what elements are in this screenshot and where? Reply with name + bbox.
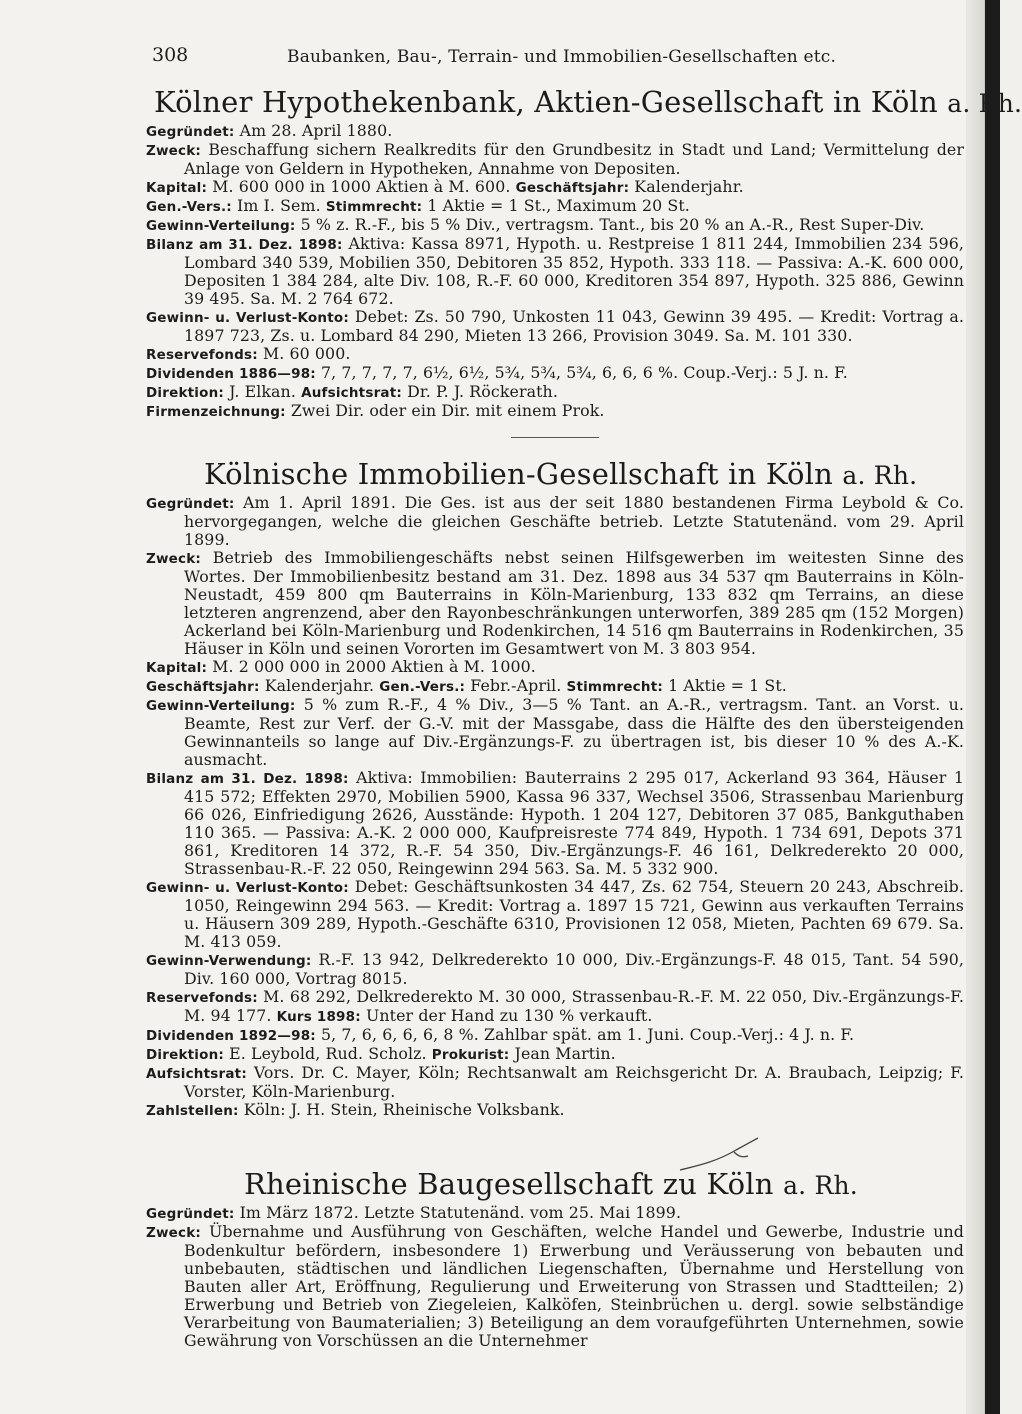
entry-gewinn-verlust-konto <box>146 878 964 951</box>
company-title <box>204 456 964 494</box>
company-title <box>154 84 1022 122</box>
entry-text: Unter der Hand zu 130 % verkauft. <box>365 1006 653 1025</box>
entry-text: Debet: Zs. 50 790, Unkosten 11 043, Gewinn 39 495. — Kredit: Vortrag a. 1897 723, Zs. u. Lombard 84 290, Mieten 13 266, Provision 3049. Sa. M. 101 330. <box>184 307 965 345</box>
entry-text: Übernahme und Ausführung von Geschäften, welche Handel und Gewerbe, Industrie und Bodenkultur befördern, insbesondere 1) Erwerbung und Veräusserung von bebauten und unbebauten, städtischen und ländlichen Liegenschaften, Übernahme und Herstellung von Bauten aller Art, Eröffnung, Regulierung und Erweiterung von Strassen und Stadtteilen; 2) Erwerbung und Betrieb von Ziegeleien, Kalköfen, Steinbrüchen u. dergl. sowie selbständige Verarbeitung von Baumaterialien; 3) Beteiligung an dem voraufgeführten Unternehmen, sowie Gewährung von Vorschüssen an die Unternehmer <box>184 1222 964 1350</box>
entry-label: Reservefonds: <box>146 347 258 363</box>
entry-text: Im März 1872. Letzte Statutenänd. vom 25. Mai 1899. <box>239 1203 682 1222</box>
entry-text: Am 1. April 1891. Die Ges. ist aus der seit 1880 bestandenen Firma Leybold & Co. hervorgegangen, welche die gleichen Geschäfte betrieb. Letzte Statutenänd. vom 29. April 1899. <box>184 493 964 549</box>
entry-label: Bilanz am 31. Dez. 1898: <box>146 771 349 787</box>
company-section-koelner-hypothekenbank <box>146 84 1022 452</box>
company-name: Rheinische Baugesellschaft zu Köln <box>244 1167 774 1201</box>
entry-label: Kapital: <box>146 180 208 196</box>
entry-bilanz <box>146 235 964 308</box>
entry-text: M. 2 000 000 in 2000 Aktien à M. 1000. <box>212 657 536 676</box>
entry-label: Gewinn- u. Verlust-Konto: <box>146 310 349 326</box>
entry-label: Gewinn-Verwendung: <box>146 953 312 969</box>
entry-label: Gen.-Vers.: <box>379 679 466 695</box>
company-location: a. Rh. <box>947 89 1022 118</box>
entry-aufsichtsrat <box>146 1064 964 1101</box>
running-title: Baubanken, Bau-, Terrain- und Immobilien-Gesellschaften etc. <box>287 47 837 67</box>
entry-gewinn-verteilung <box>146 696 964 769</box>
entry-bilanz <box>146 769 964 878</box>
entry-gen-vers <box>146 197 964 216</box>
entry-text: Kalenderjahr. <box>634 177 744 196</box>
company-section-koelnische-immobilien <box>146 456 964 1120</box>
entry-label: Bilanz am 31. Dez. 1898: <box>146 237 343 253</box>
entry-text: 5 % z. R.-F., bis 5 % Div., vertragsm. Tant., bis 20 % an A.-R., Rest Super-Div. <box>300 215 925 234</box>
entry-label: Gen.-Vers.: <box>146 199 232 215</box>
entry-kapital <box>146 178 964 197</box>
company-section-rheinische-baugesellschaft <box>146 1166 964 1350</box>
entry-firmenzeichnung <box>146 402 964 421</box>
entry-text: M. 60 000. <box>262 344 351 363</box>
entry-text: Im I. Sem. <box>237 196 321 215</box>
entry-label: Reservefonds: <box>146 990 258 1006</box>
entry-gegruendet <box>146 122 964 141</box>
entry-label: Gewinn- u. Verlust-Konto: <box>146 880 349 896</box>
entry-label: Firmenzeichnung: <box>146 404 286 420</box>
entry-gegruendet <box>146 1204 964 1223</box>
entry-text: Vors. Dr. C. Mayer, Köln; Rechtsanwalt am Reichsgericht Dr. A. Braubach, Leipzig; F. Vorster, Köln-Marienburg. <box>184 1063 965 1101</box>
entry-direktion <box>146 383 964 402</box>
entry-text: Am 28. April 1880. <box>239 121 393 140</box>
entry-reservefonds <box>146 345 964 364</box>
entry-reservefonds <box>146 988 964 1026</box>
entry-geschaeftsjahr <box>146 677 964 696</box>
entry-dividenden <box>146 364 964 383</box>
entry-text: Köln: J. H. Stein, Rheinische Volksbank. <box>243 1100 565 1119</box>
entry-text: J. Elkan. <box>229 382 296 401</box>
entry-label: Aufsichtsrat: <box>301 385 402 401</box>
entry-text: 1 Aktie = 1 St. <box>668 676 787 695</box>
entry-zweck <box>146 141 964 178</box>
company-name: Kölnische Immobilien-Gesellschaft in Köln <box>204 457 833 491</box>
entry-text: 5 % zum R.-F., 4 % Div., 3—5 % Tant. an A.-R., vertragsm. Tant. an Vorst. u. Beamte, Rest zur Verf. der G.-V. mit der Massgabe, dass die Hälfte des den übersteigenden Gewinnanteils so lange auf Div.-Ergänzungs-F. zu übertragen ist, bis dieser 10 % des A.-K. ausmacht. <box>184 695 964 769</box>
entry-label: Zweck: <box>146 1225 201 1241</box>
entry-label: Geschäftsjahr: <box>146 679 260 695</box>
entry-text: Debet: Geschäftsunkosten 34 447, Zs. 62 754, Steuern 20 243, Abschreib. 1050, Reingewinn 294 563. — Kredit: Vortrag a. 1897 15 721, Gewinn aus verkauften Terrains u. Häusern 309 289, Hypoth.-Geschäfte 6310, Provisionen 12 058, Mieten, Pachten 69 679. Sa. M. 413 059. <box>184 877 965 951</box>
entry-text: Febr.-April. <box>470 676 562 695</box>
entry-direktion <box>146 1045 964 1064</box>
entry-text: Jean Martin. <box>514 1044 616 1063</box>
entry-text: Zwei Dir. oder ein Dir. mit einem Prok. <box>290 401 605 420</box>
entry-label: Gewinn-Verteilung: <box>146 218 296 234</box>
entry-text: M. 68 292, Delkrederekto M. 30 000, Strassenbau-R.-F. M. 22 050, Div.-Ergänzungs-F. M. 94 177. <box>184 987 965 1025</box>
entry-text: E. Leybold, Rud. Scholz. <box>229 1044 427 1063</box>
entry-text: Beschaffung sichern Realkredits für den Grundbesitz in Stadt und Land; Vermittelung der Anlage von Geldern in Hypotheken, Annahme von Depositen. <box>184 140 965 178</box>
entry-label: Gegründet: <box>146 1206 235 1222</box>
entry-zweck <box>146 1223 964 1350</box>
page-edge <box>966 0 1000 1414</box>
entry-label: Aufsichtsrat: <box>146 1066 247 1082</box>
company-title <box>244 1166 964 1204</box>
company-location: a. Rh. <box>783 1171 858 1200</box>
entry-label: Zahlstellen: <box>146 1103 239 1119</box>
company-name: Kölner Hypothekenbank, Aktien-Gesellschaft in Köln <box>154 85 938 119</box>
entry-gewinn-verteilung <box>146 216 964 235</box>
page-header <box>152 44 852 72</box>
entry-text: Betrieb des Immobiliengeschäfts nebst seinen Hilfsgewerben im weitesten Sinne des Wortes. Der Immobilienbesitz bestand am 31. Dez. 1898 aus 34 537 qm Bauterrains in Köln-Neustadt, 459 800 qm Bauterrains in Köln-Marienburg, 133 832 qm Terrains, an diese letzteren angrenzend, aber den Rayonbeschränkungen unterworfen, 389 285 qm (152 Morgen) Ackerland bei Köln-Marienburg und Rodenkirchen, 14 516 qm Bauterrains in Rodenkirchen, 35 Häuser in Köln und seinen Vororten im Gesamtwert von M. 3 803 954. <box>184 548 964 658</box>
entry-gewinn-verlust-konto <box>146 308 964 345</box>
entry-text: 1 Aktie = 1 St., Maximum 20 St. <box>427 196 690 215</box>
entry-gegruendet <box>146 494 964 549</box>
entry-text: 5, 7, 6, 6, 6, 6, 8 %. Zahlbar spät. am 1. Juni. Coup.-Verj.: 4 J. n. F. <box>321 1025 855 1044</box>
entry-label: Prokurist: <box>431 1047 510 1063</box>
entry-label: Stimmrecht: <box>566 679 663 695</box>
entry-zweck <box>146 549 964 658</box>
entry-text: M. 600 000 in 1000 Aktien à M. 600. <box>212 177 511 196</box>
entry-text: Dr. P. J. Röckerath. <box>407 382 558 401</box>
entry-label: Direktion: <box>146 385 224 401</box>
company-location: a. Rh. <box>842 461 918 490</box>
section-divider <box>511 437 599 438</box>
entry-label: Zweck: <box>146 143 201 159</box>
entry-label: Kurs 1898: <box>276 1009 361 1025</box>
entry-label: Geschäftsjahr: <box>515 180 630 196</box>
entry-text: Kalenderjahr. <box>264 676 375 695</box>
entry-gewinn-verwendung <box>146 951 964 988</box>
entry-label: Kapital: <box>146 660 208 676</box>
entry-label: Stimmrecht: <box>325 199 423 215</box>
entry-label: Zweck: <box>146 551 201 567</box>
entry-label: Gegründet: <box>146 496 235 512</box>
entry-label: Gewinn-Verteilung: <box>146 698 296 714</box>
entry-label: Gegründet: <box>146 124 235 140</box>
entry-kapital <box>146 658 964 677</box>
entry-zahlstellen <box>146 1101 964 1120</box>
entry-text: Aktiva: Kassa 8971, Hypoth. u. Restpreise 1 811 244, Immobilien 234 596, Lombard 340 539, Mobilien 350, Debitoren 35 852, Hypoth. 333 118. — Passiva: A.-K. 600 000, Depositen 1 384 284, alte Div. 108, R.-F. 60 000, Kreditoren 354 897, Hypoth. 325 886, Gewinn 39 495. Sa. M. 2 764 672. <box>184 234 964 308</box>
entry-text: Aktiva: Immobilien: Bauterrains 2 295 017, Ackerland 93 364, Häuser 1 415 572; Effekten 2970, Mobilien 5900, Kassa 96 337, Wechsel 3506, Strassenbau Marienburg 66 026, Einfriedigung 2626, Ausstände: Hypoth. 1 204 127, Debitoren 37 085, Bankguthaben 110 365. — Passiva: A.-K. 2 000 000, Kaufpreisreste 774 849, Hypoth. 1 734 691, Depots 371 861, Kreditoren 14 372, R.-F. 54 350, Div.-Ergänzungs-F. 46 161, Delkrederekto 20 000, Strassenbau-R.-F. 22 050, Reingewinn 294 563. Sa. M. 5 332 900. <box>184 768 964 878</box>
page-number: 308 <box>152 44 189 66</box>
entry-text: 7, 7, 7, 7, 7, 6½, 6½, 5¾, 5¾, 5¾, 6, 6, 6 %. Coup.-Verj.: 5 J. n. F. <box>321 363 848 382</box>
entry-label: Dividenden 1892—98: <box>146 1028 316 1044</box>
entry-label: Dividenden 1886—98: <box>146 366 316 382</box>
entry-dividenden <box>146 1026 964 1045</box>
entry-label: Direktion: <box>146 1047 224 1063</box>
entry-text: R.-F. 13 942, Delkrederekto 10 000, Div.-Ergänzungs-F. 48 015, Tant. 54 590, Div. 160 000, Vortrag 8015. <box>184 950 965 988</box>
